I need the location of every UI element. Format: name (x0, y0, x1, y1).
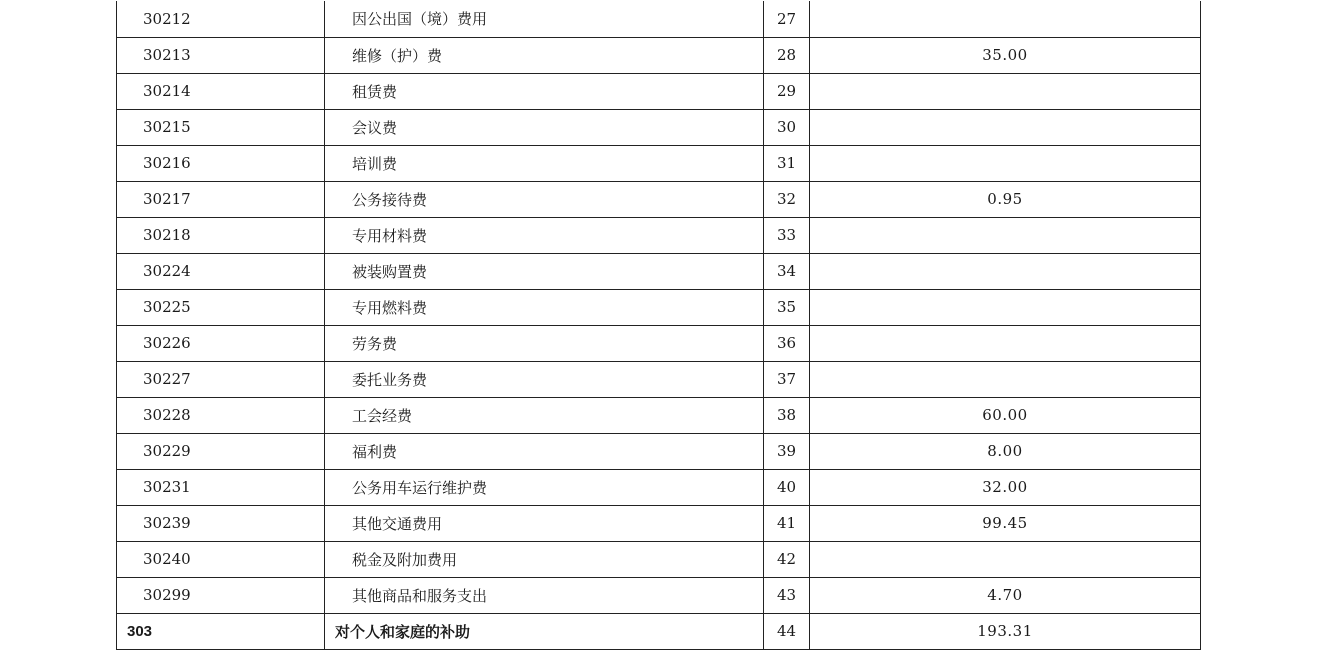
table-row (117, 109, 1201, 145)
subject-code: 30215 (117, 109, 325, 145)
table-row (117, 541, 1201, 577)
line-number: 35 (764, 289, 810, 325)
amount (810, 325, 1201, 361)
subject-code: 30212 (117, 1, 325, 37)
table-row (117, 289, 1201, 325)
amount: 35.00 (810, 37, 1201, 73)
subject-code: 30299 (117, 577, 325, 613)
line-number: 42 (764, 541, 810, 577)
subject-code: 30229 (117, 433, 325, 469)
table-row (117, 37, 1201, 73)
amount: 99.45 (810, 505, 1201, 541)
category-amount: 193.31 (810, 613, 1201, 649)
amount (810, 541, 1201, 577)
line-number: 30 (764, 109, 810, 145)
subject-name: 委托业务费 (325, 361, 764, 397)
subject-code: 30214 (117, 73, 325, 109)
subject-name: 公务接待费 (325, 181, 764, 217)
subject-code: 30239 (117, 505, 325, 541)
amount (810, 217, 1201, 253)
line-number: 27 (764, 1, 810, 37)
subject-name: 公务用车运行维护费 (325, 469, 764, 505)
subject-code: 30231 (117, 469, 325, 505)
table-row (117, 325, 1201, 361)
table-row (117, 433, 1201, 469)
subject-code: 30217 (117, 181, 325, 217)
line-number: 44 (764, 613, 810, 649)
table-row (117, 577, 1201, 613)
subject-code: 30227 (117, 361, 325, 397)
subject-name: 税金及附加费用 (325, 541, 764, 577)
subject-name: 会议费 (325, 109, 764, 145)
table-row (117, 361, 1201, 397)
subject-code: 30218 (117, 217, 325, 253)
subject-code: 30226 (117, 325, 325, 361)
line-number: 29 (764, 73, 810, 109)
subject-name: 其他交通费用 (325, 505, 764, 541)
table-row (117, 217, 1201, 253)
table-row (117, 397, 1201, 433)
table-row (117, 253, 1201, 289)
table-row (117, 73, 1201, 109)
category-name: 对个人和家庭的补助 (325, 613, 764, 649)
subject-code: 30225 (117, 289, 325, 325)
amount (810, 73, 1201, 109)
amount (810, 1, 1201, 37)
category-code: 303 (117, 613, 325, 649)
subject-name: 劳务费 (325, 325, 764, 361)
line-number: 31 (764, 145, 810, 181)
line-number: 39 (764, 433, 810, 469)
table-row (117, 145, 1201, 181)
amount: 0.95 (810, 181, 1201, 217)
amount (810, 145, 1201, 181)
amount (810, 253, 1201, 289)
table-row (117, 1, 1201, 37)
amount: 4.70 (810, 577, 1201, 613)
expense-table (116, 1, 1201, 650)
line-number: 34 (764, 253, 810, 289)
line-number: 41 (764, 505, 810, 541)
subject-code: 30213 (117, 37, 325, 73)
subject-name: 专用燃料费 (325, 289, 764, 325)
subject-name: 专用材料费 (325, 217, 764, 253)
amount (810, 361, 1201, 397)
subject-code: 30216 (117, 145, 325, 181)
subject-code: 30224 (117, 253, 325, 289)
subject-name: 福利费 (325, 433, 764, 469)
table-row (117, 505, 1201, 541)
subject-code: 30240 (117, 541, 325, 577)
subject-name: 因公出国（境）费用 (325, 1, 764, 37)
category-total-row (117, 613, 1201, 649)
line-number: 36 (764, 325, 810, 361)
line-number: 40 (764, 469, 810, 505)
subject-name: 被装购置费 (325, 253, 764, 289)
line-number: 43 (764, 577, 810, 613)
subject-name: 培训费 (325, 145, 764, 181)
subject-code: 30228 (117, 397, 325, 433)
table-row (117, 469, 1201, 505)
amount (810, 109, 1201, 145)
amount: 8.00 (810, 433, 1201, 469)
line-number: 33 (764, 217, 810, 253)
subject-name: 其他商品和服务支出 (325, 577, 764, 613)
table-row (117, 181, 1201, 217)
line-number: 38 (764, 397, 810, 433)
subject-name: 租赁费 (325, 73, 764, 109)
amount: 32.00 (810, 469, 1201, 505)
subject-name: 工会经费 (325, 397, 764, 433)
line-number: 28 (764, 37, 810, 73)
line-number: 32 (764, 181, 810, 217)
amount: 60.00 (810, 397, 1201, 433)
subject-name: 维修（护）费 (325, 37, 764, 73)
line-number: 37 (764, 361, 810, 397)
amount (810, 289, 1201, 325)
